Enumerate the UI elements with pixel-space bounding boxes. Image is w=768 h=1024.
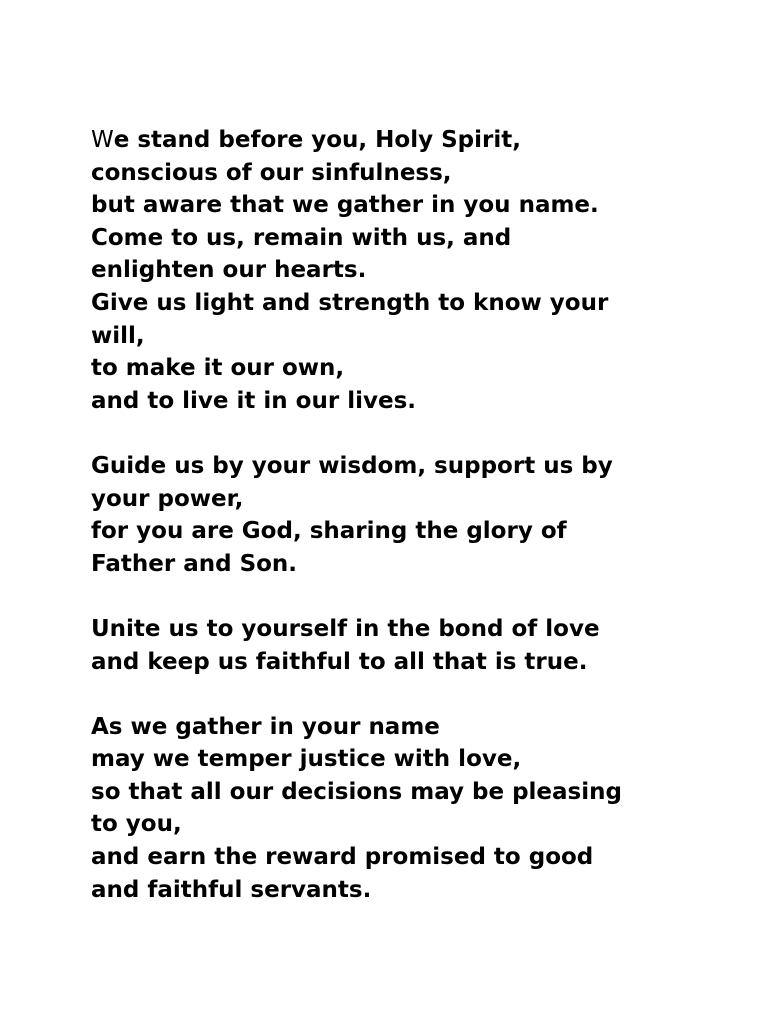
line-text: your power,	[91, 485, 244, 512]
text-line	[91, 385, 731, 418]
text-line	[91, 841, 731, 874]
text-line	[91, 157, 731, 190]
line-text: Father and Son.	[91, 550, 298, 577]
text-line	[91, 254, 731, 287]
stanza	[91, 711, 731, 907]
prayer-text	[91, 124, 731, 906]
text-line	[91, 711, 731, 744]
line-text: but aware that we gather in you name.	[91, 192, 599, 219]
line-text: to make it our own,	[91, 355, 345, 382]
text-line	[91, 222, 731, 255]
text-line	[91, 808, 731, 841]
stanza	[91, 450, 731, 580]
text-line	[91, 124, 731, 157]
text-line	[91, 515, 731, 548]
text-line	[91, 320, 731, 353]
text-line	[91, 483, 731, 516]
line-text: may we temper justice with love,	[91, 746, 522, 773]
line-lead-letter: W	[91, 127, 114, 153]
text-line	[91, 189, 731, 222]
line-text: for you are God, sharing the glory of	[91, 518, 567, 545]
line-text: so that all our decisions may be pleasing	[91, 778, 622, 805]
line-text: Come to us, remain with us, and	[91, 224, 512, 251]
text-line	[91, 646, 731, 679]
line-text: Unite us to yourself in the bond of love	[91, 615, 600, 642]
text-line	[91, 450, 731, 483]
line-text: to you,	[91, 811, 182, 838]
line-text: Give us light and strength to know your	[91, 289, 609, 316]
stanza	[91, 613, 731, 678]
line-text: As we gather in your name	[91, 713, 440, 740]
stanza	[91, 124, 731, 417]
line-text: and keep us faithful to all that is true.	[91, 648, 588, 675]
line-text: and faithful servants.	[91, 876, 372, 903]
line-text: will,	[91, 322, 145, 349]
text-line	[91, 874, 731, 907]
text-line	[91, 548, 731, 581]
line-text: enlighten our hearts.	[91, 257, 367, 284]
text-line	[91, 352, 731, 385]
line-text: and to live it in our lives.	[91, 387, 416, 414]
text-line	[91, 743, 731, 776]
line-text: and earn the reward promised to good	[91, 844, 594, 871]
line-text: conscious of our sinfulness,	[91, 159, 452, 186]
text-line	[91, 287, 731, 320]
line-text: e stand before you, Holy Spirit,	[113, 127, 521, 153]
line-text: Guide us by your wisdom, support us by	[91, 452, 613, 479]
text-line	[91, 776, 731, 809]
text-line	[91, 613, 731, 646]
